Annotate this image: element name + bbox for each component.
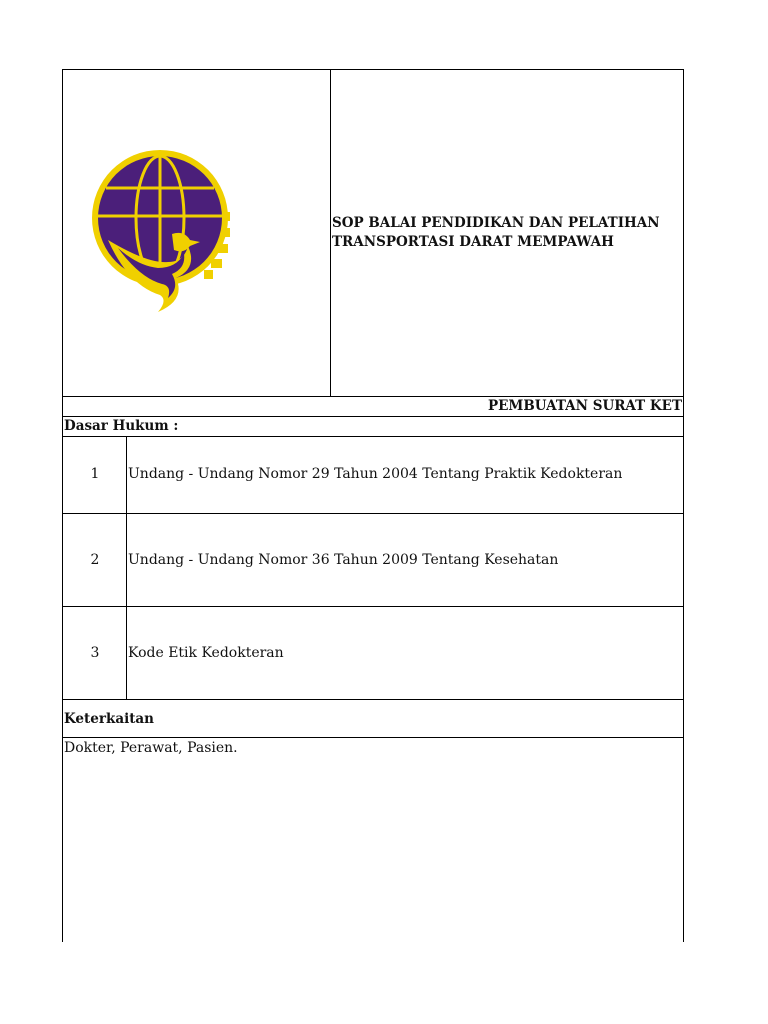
row-divider [62,606,684,607]
keterkaitan-text: Dokter, Perawat, Pasien. [64,740,238,756]
dasar-hukum-heading: Dasar Hukum : [64,418,179,434]
list-item-text: Undang - Undang Nomor 36 Tahun 2009 Tentang Kesehatan [128,552,559,568]
list-item-text: Undang - Undang Nomor 29 Tahun 2004 Tentang Praktik Kedokteran [128,466,623,482]
row-divider [62,699,684,700]
list-item-number: 1 [90,466,100,482]
table-right-border [683,69,684,942]
keterkaitan-heading: Keterkaitan [64,711,154,727]
table-top-border [62,69,684,70]
list-item-number: 2 [90,552,100,568]
header-divider [330,69,331,396]
keterkaitan-heading-border [62,737,684,738]
sop-title-line-1: SOP BALAI PENDIDIKAN DAN PELATIHAN [332,215,660,231]
sop-subtitle: PEMBUATAN SURAT KET [487,398,682,414]
subtitle-bottom-border [62,416,684,417]
row-divider [62,513,684,514]
list-item-text: Kode Etik Kedokteran [128,645,284,661]
header-bottom-border [62,396,684,397]
table-left-border [62,69,63,942]
dasar-hukum-heading-border [62,436,684,437]
sop-title-line-2: TRANSPORTASI DARAT MEMPAWAH [332,234,614,250]
list-item-number: 3 [90,645,100,661]
emblem-logo [88,150,234,314]
